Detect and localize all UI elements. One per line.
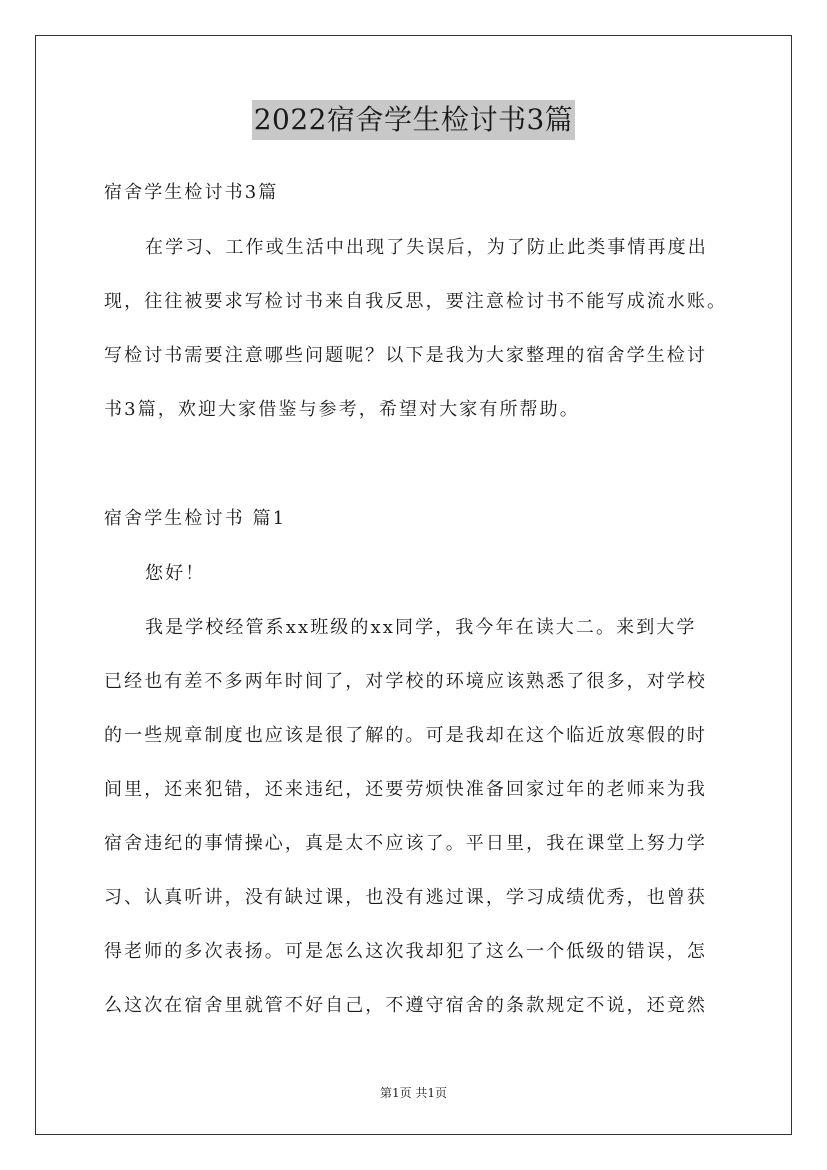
intro-line: 写检讨书需要注意哪些问题呢？以下是我为大家整理的宿舍学生检讨 (104, 345, 707, 366)
body-line: 习、认真听讲，没有缺过课，也没有逃过课，学习成绩优秀，也曾获 (104, 887, 707, 908)
section-heading: 宿舍学生检讨书 篇1 (104, 508, 287, 529)
body-line: 我是学校经管系xx班级的xx同学，我今年在读大二。来到大学 (145, 617, 697, 638)
body-line: 已经也有差不多两年时间了，对学校的环境应该熟悉了很多，对学校 (104, 671, 707, 692)
intro-line: 现，往往被要求写检讨书来自我反思，要注意检讨书不能写成流水账。 (104, 291, 728, 312)
intro-line: 在学习、工作或生活中出现了失误后，为了防止此类事情再度出 (145, 237, 708, 258)
greeting: 您好！ (145, 563, 206, 584)
page-footer: 第1页 共1页 (379, 1086, 448, 1100)
body-line: 得老师的多次表扬。可是怎么这次我却犯了这么一个低级的错误，怎 (104, 941, 707, 962)
document-subtitle: 宿舍学生检讨书3篇 (104, 182, 279, 203)
body-line: 间里，还来犯错，还来违纪，还要劳烦快准备回家过年的老师来为我 (104, 779, 707, 800)
title-container (0, 100, 827, 140)
body-line: 宿舍违纪的事情操心，真是太不应该了。平日里，我在课堂上努力学 (104, 833, 707, 854)
document-title: 2022宿舍学生检讨书3篇 (252, 100, 576, 140)
intro-line: 书3篇，欢迎大家借鉴与参考，希望对大家有所帮助。 (104, 399, 580, 420)
body-line: 么这次在宿舍里就管不好自己，不遵守宿舍的条款规定不说，还竟然 (104, 995, 707, 1016)
body-line: 的一些规章制度也应该是很了解的。可是我却在这个临近放寒假的时 (104, 725, 707, 746)
